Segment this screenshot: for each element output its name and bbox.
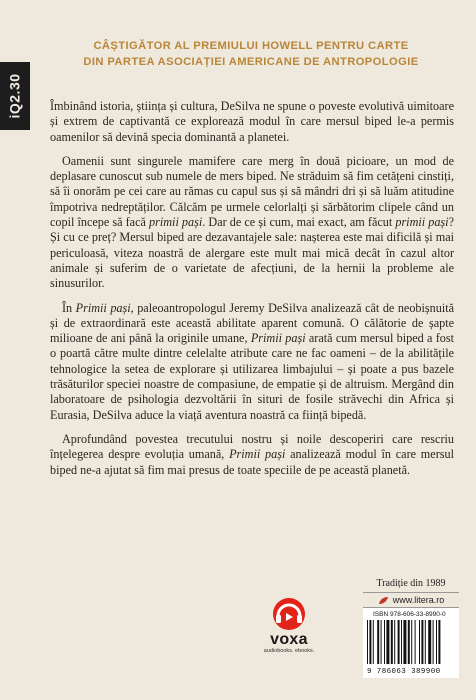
barcode-digits: 9 786063 389900 — [367, 668, 441, 676]
award-line-2: DIN PARTEA ASOCIAȚIEI AMERICANE DE ANTROPOLOGIE — [83, 56, 419, 68]
blurb-paragraph-1: Îmbinând istoria, știința și cultura, DeSilva ne spune o poveste evolutivă uimitoare și extrem de captivantă ce explorează modul în care mersul biped le-a permis oamenilor să devină specia dominantă a planetei. — [50, 99, 454, 144]
collection-tab — [0, 62, 30, 130]
blurb-paragraph-2 — [50, 154, 454, 292]
book-title-italic: Primii pași — [75, 300, 131, 315]
blurb-text: ? Și cu ce preț? Mersul biped are dezavantajele sale: nașterea este mai dificilă și mai periculoasă, viteza noastră de alergare este mult mai mică decât în cazul altor animale și suferim de o varietate de afecțiuni, de la hernii la probleme ale sinusurilor. — [50, 215, 454, 291]
headphones-icon — [268, 594, 310, 630]
blurb-text: Aprofundând povestea trecutului nostru și noile descoperiri care rescriu înțelegerea despre evoluția umană, — [50, 431, 454, 462]
publisher-info — [363, 578, 459, 608]
award-line-1: CÂȘTIGĂTOR AL PREMIULUI HOWELL PENTRU CARTE — [93, 40, 409, 52]
blurb-text: În — [62, 300, 76, 315]
isbn-label: ISBN 978-606-33-8990-0 — [373, 611, 446, 618]
blurb-text: , paleoantropologul Jeremy DeSilva analizează cât de neobișnuită și de extraordinară este această abilitate aparent comună. O călătorie de șapte milioane de ani până la originile umane, — [50, 300, 455, 346]
tradition-label: Tradiție din 1989 — [376, 578, 446, 589]
website-url: www.litera.ro — [392, 595, 445, 605]
blurb-text: Oamenii sunt singurele mamifere care merg în două picioare, un mod de deplasare cunoscut sub numele de mers biped. Ne străduim să fim cetățeni cinstiți, să îi onorăm pe cei care au rămas cu capul sus și să mândri dri și să luăm atitudine împotriva nedreptăților. Călcăm pe urmele celorlalți și sărbătorim clipele când un copil începe să facă — [50, 153, 454, 230]
collection-tab-label: iQ2.30 — [7, 73, 23, 119]
blurb-text: analizează modul în care mersul biped ne-a ajutat să fim mai presus de toate speciile de pe această planetă. — [50, 447, 454, 477]
book-title-italic: Primii pași — [229, 447, 286, 462]
blurb-text: . Dar de ce și cum, mai exact, am făcut — [202, 215, 396, 230]
blurb-paragraph-4 — [50, 432, 454, 478]
barcode — [363, 608, 459, 678]
book-title-italic: primii pași — [395, 215, 449, 230]
publisher-tagline: audiobooks. ebooks. — [263, 648, 315, 654]
website-row — [363, 592, 459, 608]
leaf-icon — [378, 596, 389, 605]
blurb-text: arată cum mersul biped a fost o poartă către multe dintre celelalte atribute care ne fac oameni – de la abilitățile tehnologice la setea de explorare și utilizarea limbajului – și poate a pus bazele trăsăturilor speciei noastre de compasiune, de empatie și de altruism. Mergând din laboratoare de psihologia dezvoltării în situri de fosile străvechi din Africa și Eurasia, DeSilva aduce la viață aventura noastră ca ființă bipedă. — [50, 331, 455, 422]
blurb-paragraph-3 — [50, 301, 454, 423]
book-title-italic: Primii pași — [250, 331, 306, 346]
book-title-italic: primii pași — [149, 215, 203, 230]
publisher-logo — [256, 594, 322, 655]
book-blurb — [50, 99, 454, 484]
publisher-name: voxa — [270, 631, 308, 648]
award-heading — [44, 38, 458, 70]
barcode-bars — [367, 620, 455, 664]
